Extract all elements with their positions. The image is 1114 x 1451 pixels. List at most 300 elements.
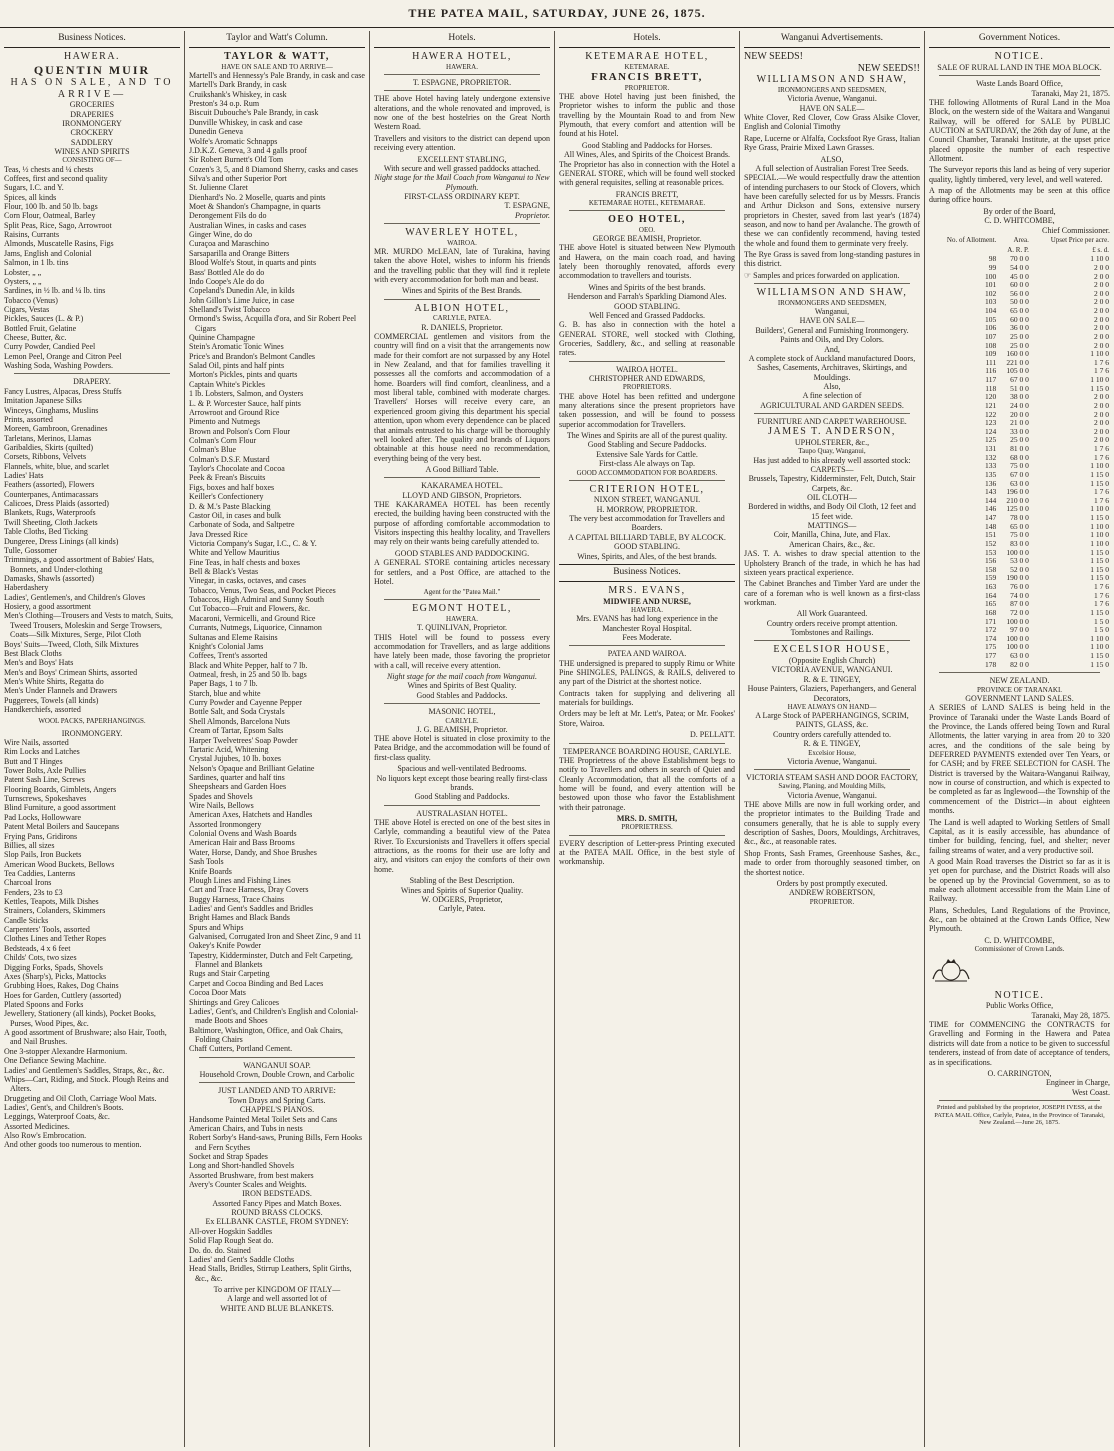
list-item: Druggeting and Oil Cloth, Carriage Wool Mats. <box>4 1093 157 1103</box>
list-item: Macaroni, Vermicelli, and Ground Rice <box>189 613 316 623</box>
list-item: And other goods too numerous to mention. <box>4 1140 142 1150</box>
table-cell: 2 0 0 <box>1094 400 1109 410</box>
list-item: Flannels, white, blue, and scarlet <box>4 461 110 471</box>
notice-text: THE Proprietress of the above Establishment begs to notify to Travellers and others in search of Quiet and Cleanly Accommodation, that all the comforts of a home will be found, and every attention will be bestowed upon those who favor the Establishment with their patronage. <box>559 755 735 812</box>
column-taylor-watt <box>185 31 370 1447</box>
table-cell: 147 <box>985 513 997 523</box>
text: Fees Moderate. <box>622 632 672 642</box>
table-cell: 172 <box>985 625 997 635</box>
text: Henderson and Farrah's Sparkling Diamond Ales. <box>567 292 727 302</box>
divider <box>939 1100 1100 1101</box>
table-cell: 1 7 6 <box>1094 495 1109 505</box>
divider <box>384 74 540 75</box>
list-item: Water, Horse, Dandy, and Shoe Brushes <box>189 847 317 857</box>
list-item: Sugars, I.C. and Y. <box>4 183 64 193</box>
hotel-text: COMMERCIAL gentlemen and visitors from the country will find on a visit that the arrangements now made for their comfort are not surpassed by any Hotel in New Zealand, and that for families travelling it possesses all the comforts and accommodation of a home. Boarders will find comfort, cleanliness, and a most liberal table, combined with moderate charges. Travellers' Horses will receive every care, an experienced groom giving this department his special attention, upon whom every dependence can be placed that animals entrusted to his charge will be thoroughly well looked after. The quality and brands of Liquors obtainable at this house need no recommendation, everything being of the very best. <box>374 331 550 463</box>
section-heading: WHITE AND BLUE BLANKETS. <box>220 1303 334 1313</box>
table-cell: 1 10 0 <box>1090 538 1109 548</box>
list-item: American Chairs, and Tubs in nests <box>189 1123 303 1133</box>
text: By order of the Board, <box>983 206 1056 216</box>
list-item: Slop Pails, Iron Buckets <box>4 850 82 860</box>
table-cell: 2 0 0 <box>1094 280 1109 290</box>
list-item: Candle Sticks <box>4 915 49 925</box>
table-cell: 1 7 6 <box>1094 590 1109 600</box>
table-cell: 125 0 0 <box>1006 504 1029 514</box>
list-item: John Gillon's Lime Juice, in case <box>189 295 295 305</box>
table-cell: 105 <box>985 314 997 324</box>
table-cell: 67 0 0 <box>1010 469 1029 479</box>
list-item: Lemon Peel, Orange and Citron Peel <box>4 351 122 361</box>
table-cell: 133 <box>985 461 997 471</box>
section-heading: GOOD STABLING. <box>613 301 681 311</box>
list-item: Colman's D.S.F. Mustard <box>189 454 270 464</box>
list-item: Dienhard's No. 2 Moselle, quarts and pints <box>189 192 326 202</box>
notice-text: SPECIAL.—We would respectfully draw the attention of intending purchasers to our Stock of Clovers, which have been carefully selected for us by Messrs. Francis and Arthur Dickson and Sons, extensive nursery proprietors in Chester, saved from last year's (1874) season, and now to hand per Avalanche. The growth of these we can confidently recommend, having tested the whole and found them to germinate very freely. <box>744 173 920 248</box>
text: Good Stabling and Paddocks for Horses. <box>581 140 713 150</box>
category-item: WINES AND SPIRITS <box>54 147 130 156</box>
table-cell: 190 0 0 <box>1006 573 1029 583</box>
table-cell: 33 0 0 <box>1010 426 1029 436</box>
table-cell: 122 <box>985 409 997 419</box>
text: A fine selection of <box>802 391 862 401</box>
list-item: Patent Sash Line, Screws <box>4 775 85 785</box>
text: Good Stabling and Secure Paddocks. <box>587 440 707 450</box>
divider <box>569 743 725 744</box>
ironmongery-list <box>4 738 180 1150</box>
text: Bordered in widths, and Body Oil Cloth, 12 feet and 15 feet wide. <box>748 502 916 521</box>
list-item: Boys' Suits—Tweed, Cloth, Silk Mixtures <box>4 639 139 649</box>
list-item: Black and White Pepper, half to 7 lb. <box>189 660 308 670</box>
table-cell: 164 <box>985 590 997 600</box>
section-heading: SALE OF RURAL LAND IN THE MOA BLOCK. <box>937 62 1102 72</box>
list-item: Winceys, Ginghams, Muslins <box>4 405 99 415</box>
table-cell: 81 0 0 <box>1010 444 1029 454</box>
list-item: Ginger Wine, do do <box>189 230 253 240</box>
table-cell: 63 0 0 <box>1010 651 1029 661</box>
table-cell: 2 0 0 <box>1094 418 1109 428</box>
column-subheader: A. R. P. <box>1007 246 1029 255</box>
list-item: Handsome Painted Metal Toilet Sets and Cans <box>189 1114 338 1124</box>
list-item: Dunville Whiskey, in cask and case <box>189 117 303 127</box>
section-heading: HAVE ALWAYS ON HAND— <box>787 702 877 711</box>
list-item: Calicoes, Dress Plaids (assorted) <box>4 499 109 509</box>
list-item: Coffees, first and second quality <box>4 173 108 183</box>
column-heading: Wanganui Advertisements. <box>744 31 920 48</box>
advertiser-place: Wanganui, <box>814 307 850 317</box>
section-heading: NEW ZEALAND. <box>989 676 1050 686</box>
advertiser-role: MIDWIFE AND NURSE, <box>603 596 691 606</box>
hotel-text: THE above Hotel is situated between New Plymouth and Hawera, on the main coach road, and having lately been thoroughly renovated, affords every accommodation to travellers and tourists. <box>559 243 735 281</box>
table-cell: 76 0 0 <box>1010 582 1029 592</box>
list-item: Shirtings and Grey Calicoes <box>189 997 279 1007</box>
list-item: Knight's Colonial Jams <box>189 641 264 651</box>
table-cell: 103 <box>985 297 997 307</box>
list-item: Whips—Cart, Riding, and Stock. Plough Reins and Alters. <box>4 1074 169 1094</box>
list-item: Sultanas and Eleme Raisins <box>189 632 278 642</box>
list-item: Carpet and Cocoa Binding and Bed Laces <box>189 978 324 988</box>
list-item: Bedsteads, 4 x 6 feet <box>4 943 71 953</box>
table-cell: 135 <box>985 469 997 479</box>
hotel-name: WAIROA HOTEL. <box>616 364 678 374</box>
list-item: Tobacco, Venus, Two Seas, and Pocket Pieces <box>189 585 336 595</box>
section-heading: PATEA AND WAIROA. <box>607 649 687 659</box>
table-cell: 2 0 0 <box>1094 409 1109 419</box>
list-item: Baltimore, Washington, Office, and Oak Chairs, Folding Chairs <box>189 1025 343 1044</box>
list-item: Tobacco (Venus) <box>4 295 58 305</box>
text: A large and well assorted lot of <box>227 1294 327 1304</box>
list-item: Ladies' Hats <box>4 471 44 481</box>
signature: FRANCIS BRETT, <box>615 189 679 199</box>
table-cell: 118 <box>985 383 997 393</box>
hotel-name: WAVERLEY HOTEL, <box>405 227 519 239</box>
list-item: Oysters, „ „ <box>4 276 42 286</box>
advertiser-name: WILLIAMSON AND SHAW, <box>756 287 908 299</box>
list-item: Haberdashery <box>4 583 49 593</box>
column-hotels-1 <box>370 31 555 1447</box>
text: Wines and Spirits of the best brands. <box>588 282 706 292</box>
list-item: Ladies' and Gent's Saddles and Bridles <box>189 903 313 913</box>
table-cell: 1 5 0 <box>1094 616 1109 626</box>
list-item: Rugs and Stair Carpeting <box>189 969 270 979</box>
table-cell: 109 <box>985 349 997 359</box>
table-cell: 160 0 0 <box>1006 349 1029 359</box>
category-item: IRONMONGERY <box>62 118 122 128</box>
list-item: Garibaldies, Skirts (quilted) <box>4 442 94 452</box>
hotel-name: MASONIC HOTEL, <box>428 707 496 717</box>
text: American Chairs, &c., &c. <box>789 539 875 549</box>
list-item: Spurs and Whips <box>189 922 244 932</box>
list-item: Preston's 34 o.p. Rum <box>189 99 260 109</box>
table-cell: 1 10 0 <box>1090 349 1109 359</box>
hotel-proprietor: J. G. BEAMISH, Proprietor. <box>416 724 508 734</box>
section-heading: CHAPPEL'S PIANOS. <box>239 1105 315 1115</box>
advertiser-role: Sawing, Planing, and Moulding Mills, <box>778 782 886 791</box>
list-item: Morton's Pickles, pints and quarts <box>189 370 298 380</box>
hotel-proprietor: R. DANIELS, Proprietor. <box>421 322 503 332</box>
text: Town Drays and Spring Carts. <box>228 1095 326 1105</box>
divider <box>569 210 725 211</box>
text: Orders by post promptly executed. <box>776 878 888 888</box>
table-cell: 171 <box>985 616 997 626</box>
text: The Wines and Spirits are all of the purest quality. <box>566 431 728 441</box>
list-item: Jams, English and Colonial <box>4 248 92 258</box>
list-item: Spices, all kinds <box>4 192 57 202</box>
divider <box>754 413 910 414</box>
table-cell: 1 15 0 <box>1090 607 1109 617</box>
list-item: Split Peas, Rice, Sago, Arrowroot <box>4 220 112 230</box>
list-item: Clothes Lines and Tether Ropes <box>4 934 106 944</box>
section-heading: HAVE ON SALE— <box>799 316 865 326</box>
notice-title: NOTICE. <box>994 51 1045 63</box>
signature: R. & E. TINGEY, <box>803 739 861 749</box>
list-item: Teas, ½ chests and ¼ chests <box>4 164 94 174</box>
text: A Large Stock of PAPERHANGINGS, SCRIM, PAINTS, GLASS, &c. <box>755 711 909 730</box>
table-cell: 25 0 0 <box>1010 340 1029 350</box>
table-cell: 107 <box>985 331 997 341</box>
table-cell: 100 0 0 <box>1006 642 1029 652</box>
masthead-rule <box>0 27 1114 28</box>
list-item: D. & M.'s Paste Blacking <box>189 501 271 511</box>
list-item: Cozen's 3, 5, and 8 Diamond Sherry, casks and cases <box>189 164 358 174</box>
text: Assorted Fancy Pipes and Match Boxes. <box>212 1198 342 1208</box>
category-item: SADDLERY <box>70 137 114 147</box>
text: And, <box>824 344 840 354</box>
list-item: Currants, Nutmegs, Liquorice, Cinnamon <box>189 623 322 633</box>
table-cell: 1 7 6 <box>1094 599 1109 609</box>
list-item: Starch, blue and white <box>189 688 261 698</box>
table-cell: 70 0 0 <box>1010 254 1029 264</box>
notice-text: Plans, Schedules, Land Regulations of the Province, &c., can be obtained at the Crown Lands Office, New Plymouth. <box>929 905 1110 934</box>
table-cell: 175 <box>985 642 997 652</box>
list-item: Moreen, Gambroon, Grenadines <box>4 424 108 434</box>
column-heading: Business Notices. <box>559 564 735 582</box>
notice-text: JAS. T. A. wishes to draw special attention to the Upholstery Branch of the trade, in which he has had sixteen years practical experience. <box>744 549 920 577</box>
table-cell: 168 <box>985 607 997 617</box>
hotel-proprietor: LLOYD AND GIBSON, Proprietors. <box>402 490 522 500</box>
signature-role: Commissioner of Crown Lands. <box>974 945 1065 954</box>
notice-text: EVERY description of Letter-press Printing executed at the PATEA MAIL Office, in the best style of workmanship. <box>559 838 735 867</box>
table-cell: 98 <box>988 254 997 264</box>
list-item: Arrowroot and Ground Rice <box>189 407 280 417</box>
table-cell: 143 <box>985 487 997 497</box>
hotel-text: THE above Hotel having just been finished, the Proprietor wishes to inform the public and those travelling by the Mountain Road to and from New Plymouth, that every comfort and attention will be found at his Hotel. <box>559 92 735 139</box>
section-heading: FURNITURE AND CARPET WAREHOUSE. <box>757 417 907 427</box>
section-heading: IRON BEDSTEADS. <box>242 1189 312 1199</box>
table-cell: 131 <box>985 444 997 454</box>
place-heading: HAWERA. <box>63 51 121 63</box>
list-item: Pickles, Sauces (L. & P.) <box>4 314 84 324</box>
table-cell: 105 0 0 <box>1006 366 1029 376</box>
list-item: Moet & Shandon's Champagne, in quarts <box>189 202 321 212</box>
table-cell: 97 0 0 <box>1010 625 1029 635</box>
hotel-place: OEO. <box>638 225 656 234</box>
table-cell: 20 0 0 <box>1010 409 1029 419</box>
text: Has just added to his already well assorted stock: <box>753 455 911 465</box>
notice-text: Contracts taken for supplying and delivering all materials for buildings. <box>559 688 735 708</box>
table-cell: 174 <box>985 633 997 643</box>
list-item: Childs' Cots, two sizes <box>4 953 77 963</box>
section-heading: ROUND BRASS CLOCKS. <box>231 1208 323 1218</box>
column-subheader: £ s. d. <box>1092 246 1109 255</box>
list-item: Quinine Champagne <box>189 333 255 343</box>
table-cell: 82 0 0 <box>1010 659 1029 669</box>
signature-role: Victoria Avenue, Wanganui. <box>787 756 877 766</box>
list-item: Tartaric Acid, Whitening <box>189 744 269 754</box>
text: Extensive Sale Yards for Cattle. <box>596 449 698 459</box>
table-cell: 111 <box>985 357 997 367</box>
divider <box>384 90 540 91</box>
signature: MRS. D. SMITH, <box>616 814 678 824</box>
text: Household Crown, Double Crown, and Carbolic <box>199 1070 355 1080</box>
notice-text: THE undersigned is prepared to supply Rimu or White Pine SHINGLES, PALINGS, & RAILS, delivered to any part of the District at the shortest notice. <box>559 658 735 687</box>
list-item: Sheepshears and Garden Hoes <box>189 782 287 792</box>
column-wanganui <box>740 31 925 1447</box>
table-cell: 2 0 0 <box>1094 323 1109 333</box>
text: Wines, Spirits, and Ales, of the best brands. <box>577 551 717 561</box>
table-cell: 21 0 0 <box>1010 418 1029 428</box>
table-cell: 1 10 0 <box>1090 254 1109 264</box>
list-item: Spades and Shovels <box>189 791 253 801</box>
divider <box>939 672 1100 673</box>
text: A CAPITAL BILLIARD TABLE, BY ALCOCK. <box>568 532 726 542</box>
list-item: Axes (Sharp's), Picks, Mattocks <box>4 971 107 981</box>
signature: O. CARRINGTON, <box>987 1068 1052 1078</box>
list-item: Feathers (assorted), Flowers <box>4 480 95 490</box>
advertiser-name: EXCELSIOR HOUSE, <box>773 644 891 656</box>
list-item: Men's Clothing—Trousers and Vests to match, Suits, Tweed Trousers, Moleskin and Serge Trowsers, Coats—Silk Mixtures, Serge, Pilot Cloth <box>4 611 174 640</box>
advertiser-place: Victoria Avenue, Wanganui. <box>787 790 877 800</box>
text: Brussels, Tapestry, Kidderminster, Felt, Dutch, Stair Carpets, &c. <box>748 474 916 493</box>
text: Builders', General and Furnishing Ironmongery. <box>755 325 909 335</box>
category-item: CROCKERY <box>70 128 114 138</box>
notice-text: THE following Allotments of Rural Land in the Moa Block, on the western side of the Waitara and Wanganui Railway, will be offered for SALE by PUBLIC AUCTION at SATURDAY, the 26th day of June, at the Council Chamber, Taranaki Institute, at the upset price placed opposite the number of each respective Allotment. <box>929 97 1110 164</box>
table-row <box>929 661 1110 670</box>
list-item: Cut Tobacco—Fruit and Flowers, &c. <box>189 604 311 614</box>
list-item: Keiller's Confectionery <box>189 492 264 502</box>
masthead: THE PATEA MAIL, SATURDAY, JUNE 26, 1875. <box>408 6 706 20</box>
hotel-text: THE above Hotel having lately undergone extensive alterations, and the whole renovated and improved, is now one of the best hostelries on the Great North Western Road. <box>374 94 550 132</box>
list-item: Salmon, in 1 lb. tins <box>4 258 69 268</box>
column-heading: Taylor and Watt's Column. <box>189 31 365 48</box>
list-item: Robert Sorby's Hand-saws, Pruning Bills, Fern Hooks and Fern Scythes <box>189 1133 362 1152</box>
table-cell: 2 0 0 <box>1094 392 1109 402</box>
list-item: Wire Nails, assorted <box>4 737 69 747</box>
list-item: Figs, boxes and half boxes <box>189 482 275 492</box>
consisting-line: CONSISTING OF— <box>62 156 122 165</box>
table-cell: 121 <box>985 400 997 410</box>
table-cell: 100 0 0 <box>1006 547 1029 557</box>
section-heading: GOVERNMENT LAND SALES. <box>965 693 1074 703</box>
divider <box>384 477 540 478</box>
list-item: Patent Metal Boilers and Saucepans <box>4 822 120 832</box>
table-cell: 52 0 0 <box>1010 564 1029 574</box>
table-cell: 132 <box>985 452 997 462</box>
hotel-text: MR. MURDO McLEAN, late of Turakina, having taken the above Hotel, wishes to inform his friends and the travelling public that they will find it replete with every accommodation for both man and beast. <box>374 246 550 284</box>
table-cell: 2 0 0 <box>1094 340 1109 350</box>
notice-text <box>744 271 920 280</box>
table-cell: 136 <box>985 478 997 488</box>
list-item: Colman's Blue <box>189 445 236 455</box>
notice-text: The Surveyor reports this land as being of very superior quality, lightly timbered, very level, and well watered. <box>929 165 1110 184</box>
hotel-text: THE KAKARAMEA HOTEL has been recently erected, the building having been constructed with the purpose of affording comfortable accommodation to Visitors inspecting this healthy locality, and Travellers may rely on their wants being carefully attended to. <box>374 500 550 547</box>
list-item: Handkerchiefs, assorted <box>4 705 81 715</box>
list-item: A good assortment of Brushware; also Hair, Tooth, and Nail Brushes. <box>4 1028 167 1047</box>
table-cell: 2 0 0 <box>1094 306 1109 316</box>
table-cell: 54 0 0 <box>1010 262 1029 272</box>
table-cell: 75 0 0 <box>1010 530 1029 540</box>
table-cell: 104 <box>985 306 997 316</box>
notice-text: Orders may be left at Mr. Lett's, Patea; or Mr. Fookes' Store, Wairoa. <box>559 709 735 728</box>
text: Waste Lands Board Office, <box>976 79 1063 89</box>
list-item: Men's and Boys' Hats <box>4 658 74 668</box>
allotment-table <box>929 235 1110 669</box>
signature: W. ODGERS, Proprietor, <box>421 894 503 904</box>
list-item: Curaçoa and Maraschino <box>189 239 269 249</box>
text: Night stage for the mail coach from Wanganui. <box>386 672 538 682</box>
notice-text: A map of the Allotments may be seen at this office during office hours. <box>929 186 1110 205</box>
list-item: Corsets, Ribbons, Velvets <box>4 452 87 462</box>
text: Taranaki, May 28, 1875. <box>1031 1010 1110 1020</box>
text: Good Stables and Paddocks. <box>416 690 508 700</box>
divider <box>569 480 725 481</box>
text: Country orders carefully attended to. <box>773 729 891 739</box>
advertiser-name: MRS. EVANS, <box>608 585 686 596</box>
hotel-proprietor: PROPRIETOR. <box>624 83 670 92</box>
text: Also, <box>823 381 841 391</box>
table-cell: 65 0 0 <box>1010 306 1029 316</box>
goods-list <box>189 1227 365 1283</box>
list-item: Table Cloths, Bed Ticking <box>4 527 88 537</box>
list-item: Plated Spoons and Forks <box>4 1000 84 1009</box>
notice-text: THE above Mills are now in full working order, and the proprietor intimates to the Building Trade and consumers generally, that he is able to supply every description of Sashes, Doors, Mouldings, Architraves, &c., &c., at reasonable rates. <box>744 800 920 847</box>
table-cell: 151 <box>985 530 997 540</box>
list-item: Tea Caddies, Lanterns <box>4 868 76 878</box>
hotel-place: KETEMARAE. <box>624 62 670 71</box>
table-cell: 178 <box>985 659 997 669</box>
list-item: Nelson's Opaque and Brilliant Gelatine <box>189 763 315 773</box>
table-cell: 1 15 0 <box>1090 547 1109 557</box>
list-item: J.D.K.Z. Geneva, 3 and 4 galls proof <box>189 145 307 155</box>
table-cell: 2 0 0 <box>1094 435 1109 445</box>
list-item: American Hair and Bass Brooms <box>189 838 295 848</box>
list-item: Blood Wolfe's Stout, in quarts and pints <box>189 258 317 268</box>
list-item: Martell's and Hennessy's Pale Brandy, in cask and case <box>189 70 365 80</box>
table-cell: 1 15 0 <box>1090 651 1109 661</box>
list-item: Ladies', Gent's, and Children's Boots. <box>4 1102 124 1112</box>
hotel-proprietor: T. QUINLIVAN, Proprietor. <box>416 623 508 633</box>
list-item: Head Stalls, Bridles, Stirrup Leathers, Split Girths, &c., &c. <box>189 1264 352 1283</box>
category-item: GROCERIES <box>69 100 115 110</box>
list-item: Crystal Jujubes, 10 lb. boxes <box>189 754 281 764</box>
intro-line: HAS ON SALE, AND TO ARRIVE— <box>10 76 174 100</box>
signature: D. PELLATT. <box>690 730 735 740</box>
list-item: Cigars, Vestas <box>4 304 50 314</box>
table-cell: 2 0 0 <box>1094 426 1109 436</box>
table-cell: 117 <box>985 375 997 385</box>
drapery-list <box>4 387 180 715</box>
table-cell: 75 0 0 <box>1010 461 1029 471</box>
list-item: Assorted Ironmongery <box>189 819 262 829</box>
list-item: Hoes for Garden, Cuttlery (assorted) <box>4 990 122 1000</box>
table-cell: 2 0 0 <box>1094 288 1109 298</box>
signature-role: KETEMARAE HOTEL, KETEMARAE. <box>588 198 706 207</box>
hotel-text: THIS Hotel will be found to possess every accommodation for Travellers, and as large additions have lately been made, those favoring the proprietor with a call, will receive every attention. <box>374 632 550 670</box>
list-item: Australian Wines, in casks and cases <box>189 220 307 230</box>
column-header: Upset Price per acre. <box>1050 235 1109 244</box>
table-header-row <box>929 235 1110 245</box>
table-cell: 1 15 0 <box>1090 478 1109 488</box>
table-cell: 1 10 0 <box>1090 530 1109 540</box>
table-cell: 1 10 0 <box>1090 633 1109 643</box>
list-item: Cream of Tartar, Epsom Salts <box>189 726 284 736</box>
list-item: American Wood Buckets, Bellows <box>4 859 115 869</box>
table-cell: 56 0 0 <box>1010 288 1029 298</box>
hotel-name: EGMONT HOTEL, <box>412 603 512 615</box>
list-item: Frying Pans, Gridirons <box>4 831 78 841</box>
section-heading: JUST LANDED AND TO ARRIVE: <box>218 1086 336 1096</box>
text: Wines and Spirits of the Best Brands. <box>402 286 522 296</box>
table-cell: 159 <box>985 573 997 583</box>
list-item: Taylor's Chocolate and Cocoa <box>189 464 285 474</box>
text: (Opposite English Church) <box>788 656 876 666</box>
hotel-place: HAWERA. <box>446 62 478 71</box>
list-item: Biscuit Dubouche's Pale Brandy, in cask <box>189 108 319 118</box>
table-cell: 120 <box>985 392 997 402</box>
divider <box>569 835 725 836</box>
divider <box>754 769 910 770</box>
column-government-notices <box>925 31 1114 1447</box>
section-heading: OIL CLOTH— <box>807 493 857 503</box>
